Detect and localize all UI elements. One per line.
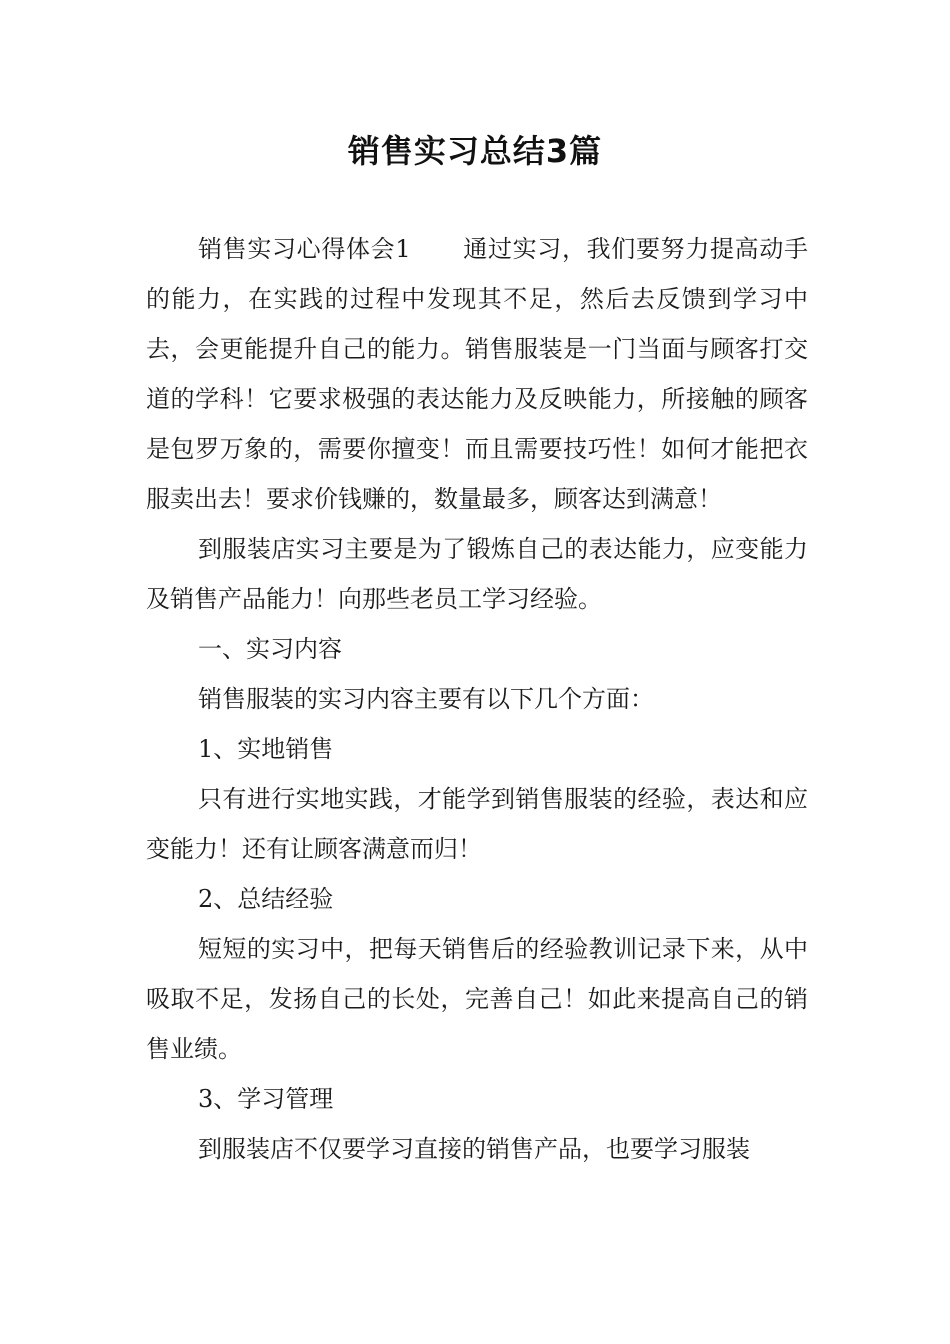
paragraph-2: 到服装店实习主要是为了锻炼自己的表达能力，应变能力及销售产品能力！向那些老员工学习经验。 — [146, 535, 808, 613]
paragraph-5: 短短的实习中，把每天销售后的经验教训记录下来，从中吸取不足，发扬自己的长处，完善自己！如此来提高自己的销售业绩。 — [146, 935, 808, 1063]
intro-heading: 销售实习心得体会1 — [198, 235, 411, 263]
subheading-field-sales: 1、实地销售 — [198, 735, 334, 763]
paragraph-intro — [146, 224, 808, 524]
paragraph-3: 销售服装的实习内容主要有以下几个方面： — [198, 685, 654, 713]
paragraph-1-text: 通过实习，我们要努力提高动手的能力，在实践的过程中发现其不足，然后去反馈到学习中去，会更能提升自己的能力。销售服装是一门当面与顾客打交道的学科！它要求极强的表达能力及反映能力，所接触的顾客是包罗万象的，需要你擅变！而且需要技巧性！如何才能把衣服卖出去！要求价钱赚的，数量最多，顾客达到满意！ — [146, 235, 808, 513]
subheading-management: 3、学习管理 — [198, 1085, 334, 1113]
document-body — [146, 224, 808, 1174]
section-heading-content: 一、实习内容 — [198, 635, 342, 663]
subheading-summary: 2、总结经验 — [198, 885, 334, 913]
paragraph-6: 到服装店不仅要学习直接的销售产品，也要学习服装 — [198, 1135, 750, 1163]
document-title: 销售实习总结3篇 — [347, 132, 603, 170]
paragraph-4: 只有进行实地实践，才能学到销售服装的经验，表达和应变能力！还有让顾客满意而归！ — [146, 785, 808, 863]
